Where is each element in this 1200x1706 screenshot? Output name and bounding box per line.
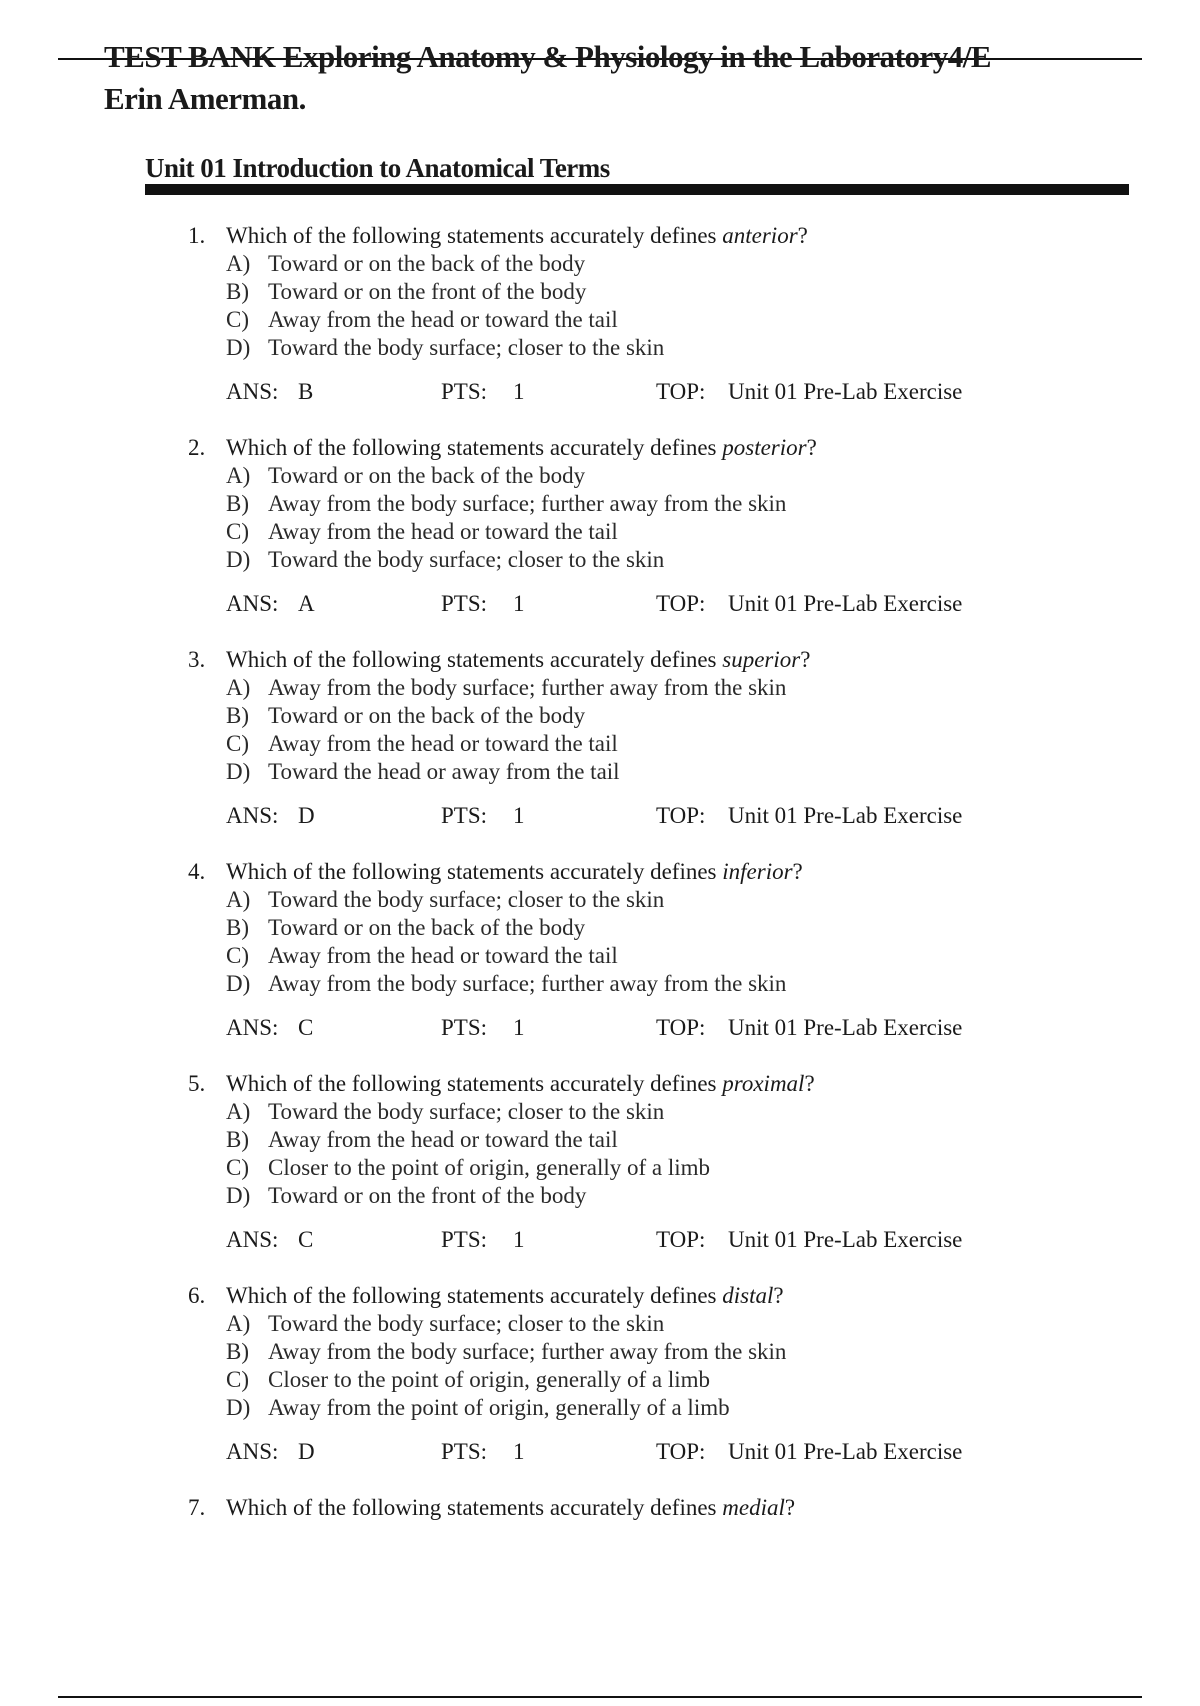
answer-option: C) Closer to the point of origin, generally of a limb bbox=[226, 1367, 711, 1392]
question-term: inferior bbox=[722, 859, 793, 884]
answer-key: ANS: B bbox=[226, 379, 314, 404]
answer-option: A) Toward the body surface; closer to the skin bbox=[226, 1099, 665, 1124]
answer-option: D) Toward the body surface; closer to the skin bbox=[226, 335, 665, 360]
answer-option: B) Toward or on the back of the body bbox=[226, 915, 586, 940]
question-term: distal bbox=[722, 1283, 774, 1308]
answer-meta bbox=[226, 1014, 1088, 1042]
topic: TOP: Unit 01 Pre-Lab Exercise bbox=[656, 1439, 963, 1464]
topic: TOP: Unit 01 Pre-Lab Exercise bbox=[656, 379, 963, 404]
question-stem: Which of the following statements accurately defines superior? bbox=[226, 647, 811, 672]
answer-key: ANS: C bbox=[226, 1227, 314, 1252]
points: PTS: 1 bbox=[441, 379, 525, 404]
topic: TOP: Unit 01 Pre-Lab Exercise bbox=[656, 1227, 963, 1252]
answer-option: B) Away from the body surface; further away from the skin bbox=[226, 1339, 787, 1364]
question-term: medial bbox=[722, 1495, 785, 1520]
unit-title: Unit 01 Introduction to Anatomical Terms bbox=[145, 153, 610, 183]
answer-option: D) Toward or on the front of the body bbox=[226, 1183, 587, 1208]
points: PTS: 1 bbox=[441, 803, 525, 828]
question-item bbox=[188, 646, 1088, 858]
question-number: 5. bbox=[188, 1071, 206, 1096]
answer-option: B) Away from the head or toward the tail bbox=[226, 1127, 618, 1152]
answer-option: C) Away from the head or toward the tail bbox=[226, 943, 618, 968]
answer-meta bbox=[226, 378, 1088, 406]
question-stem: Which of the following statements accurately defines anterior? bbox=[226, 223, 808, 248]
question-item bbox=[188, 1070, 1088, 1282]
answer-meta bbox=[226, 1226, 1088, 1254]
title-line-1: TEST BANK Exploring Anatomy & Physiology in the Laboratory4/E bbox=[104, 39, 991, 74]
answer-option: A) Toward or on the back of the body bbox=[226, 463, 586, 488]
question-item bbox=[188, 434, 1088, 646]
answer-option: D) Away from the body surface; further away from the skin bbox=[226, 971, 787, 996]
unit-divider bbox=[145, 184, 1129, 195]
title-line-2: Erin Amerman. bbox=[104, 81, 306, 116]
question-stem: Which of the following statements accurately defines medial? bbox=[226, 1495, 796, 1520]
answer-option: A) Toward the body surface; closer to the skin bbox=[226, 887, 665, 912]
question-term: superior bbox=[722, 647, 801, 672]
points: PTS: 1 bbox=[441, 1439, 525, 1464]
answer-key: ANS: A bbox=[226, 591, 315, 616]
answer-option: B) Away from the body surface; further away from the skin bbox=[226, 491, 787, 516]
answer-option: C) Closer to the point of origin, generally of a limb bbox=[226, 1155, 711, 1180]
question-number: 7. bbox=[188, 1495, 206, 1520]
topic: TOP: Unit 01 Pre-Lab Exercise bbox=[656, 803, 963, 828]
question-term: proximal bbox=[722, 1071, 805, 1096]
question-stem: Which of the following statements accurately defines distal? bbox=[226, 1283, 784, 1308]
topic: TOP: Unit 01 Pre-Lab Exercise bbox=[656, 1015, 963, 1040]
answer-option: C) Away from the head or toward the tail bbox=[226, 307, 618, 332]
points: PTS: 1 bbox=[441, 1227, 525, 1252]
answer-option: A) Toward the body surface; closer to the skin bbox=[226, 1311, 665, 1336]
answer-option: C) Away from the head or toward the tail bbox=[226, 731, 618, 756]
answer-option: B) Toward or on the back of the body bbox=[226, 703, 586, 728]
answer-option: A) Toward or on the back of the body bbox=[226, 251, 586, 276]
question-term: anterior bbox=[722, 223, 798, 248]
answer-option: A) Away from the body surface; further away from the skin bbox=[226, 675, 787, 700]
answer-key: ANS: C bbox=[226, 1015, 314, 1040]
answer-option: B) Toward or on the front of the body bbox=[226, 279, 587, 304]
points: PTS: 1 bbox=[441, 1015, 525, 1040]
question-number: 4. bbox=[188, 859, 206, 884]
question-item bbox=[188, 1494, 1088, 1706]
question-list bbox=[188, 222, 1088, 1706]
question-stem: Which of the following statements accurately defines posterior? bbox=[226, 435, 817, 460]
answer-option: D) Toward the body surface; closer to the skin bbox=[226, 547, 665, 572]
answer-option: D) Away from the point of origin, generally of a limb bbox=[226, 1395, 730, 1420]
question-number: 3. bbox=[188, 647, 206, 672]
points: PTS: 1 bbox=[441, 591, 525, 616]
topic: TOP: Unit 01 Pre-Lab Exercise bbox=[656, 591, 963, 616]
answer-option: D) Toward the head or away from the tail bbox=[226, 759, 620, 784]
question-stem: Which of the following statements accurately defines proximal? bbox=[226, 1071, 815, 1096]
answer-option: C) Away from the head or toward the tail bbox=[226, 519, 618, 544]
answer-meta bbox=[226, 1438, 1088, 1466]
answer-key: ANS: D bbox=[226, 803, 315, 828]
question-item bbox=[188, 1282, 1088, 1494]
question-item bbox=[188, 858, 1088, 1070]
question-number: 1. bbox=[188, 223, 206, 248]
question-number: 2. bbox=[188, 435, 206, 460]
question-term: posterior bbox=[722, 435, 807, 460]
footer-rule bbox=[58, 1696, 1142, 1698]
question-number: 6. bbox=[188, 1283, 206, 1308]
answer-meta bbox=[226, 590, 1088, 618]
question-item bbox=[188, 222, 1088, 434]
answer-key: ANS: D bbox=[226, 1439, 315, 1464]
document-title bbox=[104, 36, 1144, 120]
answer-meta bbox=[226, 802, 1088, 830]
question-stem: Which of the following statements accurately defines inferior? bbox=[226, 859, 803, 884]
